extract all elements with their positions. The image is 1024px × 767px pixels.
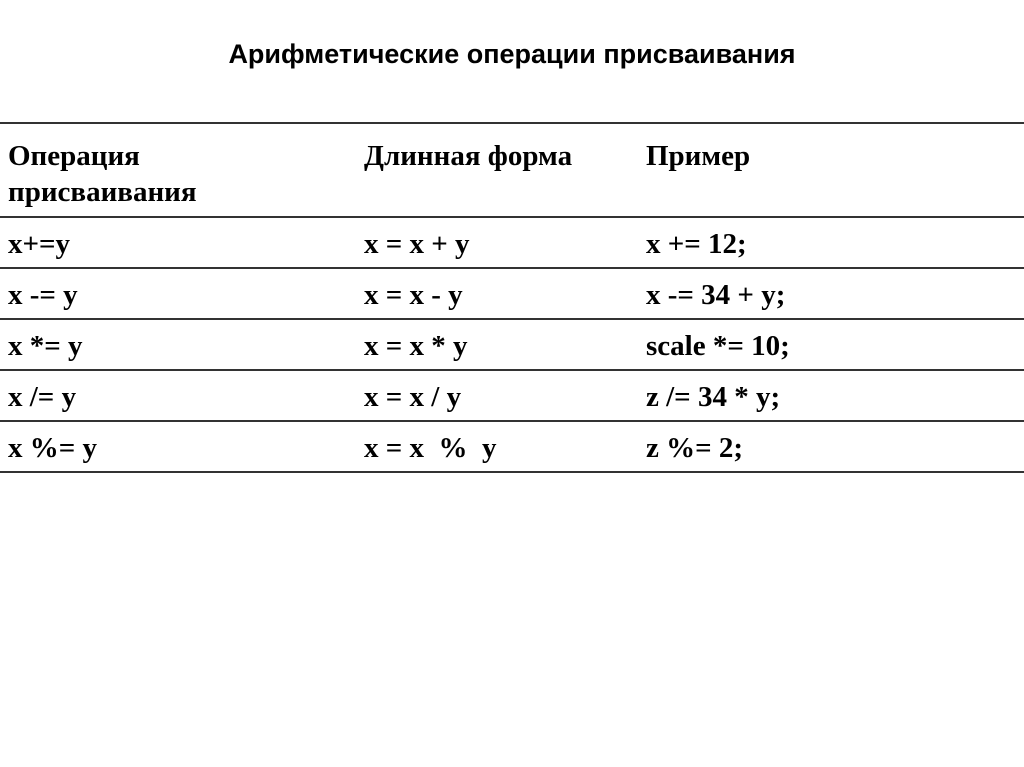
- cell-long-form: x = x * y: [364, 330, 468, 362]
- cell-example: x += 12;: [646, 228, 747, 260]
- assignment-operations-table: [0, 122, 1024, 473]
- table-row: [0, 370, 1024, 421]
- cell-example: x -= 34 + y;: [646, 279, 786, 311]
- header-long-form: Длинная форма: [364, 140, 573, 172]
- cell-example: scale *= 10;: [646, 330, 790, 362]
- cell-operation: x *= y: [8, 330, 83, 362]
- cell-long-form: x = x + y: [364, 228, 470, 260]
- table-header: [0, 123, 1024, 217]
- cell-long-form: x = x - y: [364, 279, 463, 311]
- cell-operation: x -= y: [8, 279, 78, 311]
- cell-long-form: x = x % y: [364, 432, 497, 464]
- cell-operation: x %= y: [8, 432, 98, 464]
- cell-long-form: x = x / y: [364, 381, 462, 413]
- table-row: [0, 217, 1024, 268]
- header-operation: Операция присваивания: [8, 140, 197, 208]
- cell-example: z %= 2;: [646, 432, 744, 464]
- table-row: [0, 421, 1024, 472]
- table-body: [0, 217, 1024, 472]
- cell-operation: x+=y: [8, 228, 71, 260]
- cell-operation: x /= y: [8, 381, 77, 413]
- header-row: [0, 123, 1024, 217]
- slide-title: Арифметические операции присваивания: [228, 39, 796, 69]
- table-row: [0, 268, 1024, 319]
- header-example: Пример: [646, 140, 751, 172]
- table-row: [0, 319, 1024, 370]
- cell-example: z /= 34 * y;: [646, 381, 781, 413]
